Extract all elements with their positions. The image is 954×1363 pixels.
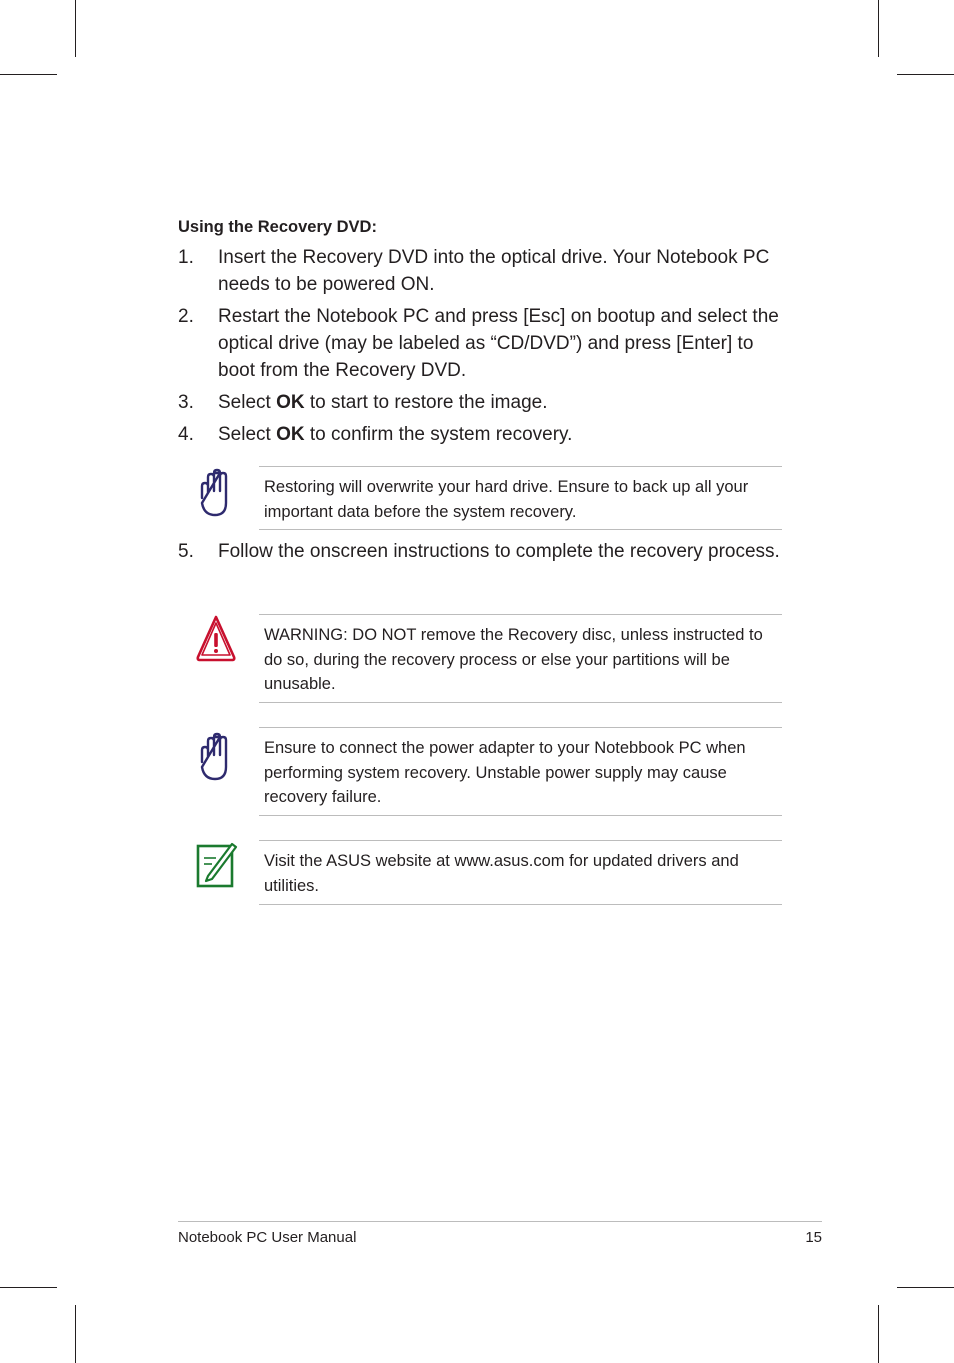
- hand-icon: [194, 729, 238, 781]
- warning-icon: [194, 613, 238, 665]
- list-item: [178, 303, 788, 384]
- list-item: [178, 421, 788, 448]
- crop-mark: [75, 1305, 76, 1363]
- step-text: Insert the Recovery DVD into the optical drive. Your Notebook PC needs to be powered ON.: [218, 247, 770, 295]
- page-number: 15: [805, 1229, 822, 1246]
- step-number: 3.: [178, 392, 194, 413]
- step-text: [218, 389, 788, 416]
- step-text: Restart the Notebook PC and press [Esc] on bootup and select the optical drive (may be labeled as “CD/DVD”) and press [Enter] to boot from the Recovery DVD.: [218, 306, 779, 381]
- warning-box: [259, 614, 782, 703]
- list-item: [178, 538, 788, 565]
- step-number: 2.: [178, 306, 194, 327]
- crop-mark: [0, 1287, 57, 1288]
- note-box: [259, 840, 782, 905]
- note-text: Restoring will overwrite your hard drive. Ensure to back up all your important data before the system recovery.: [264, 478, 749, 521]
- step-number: 1.: [178, 247, 194, 268]
- crop-mark: [75, 0, 76, 57]
- list-item: [178, 389, 788, 416]
- step-text-bold: OK: [276, 424, 305, 445]
- note-box: [259, 727, 782, 816]
- note-pencil-icon: [194, 838, 238, 890]
- list-item: [178, 244, 788, 298]
- crop-mark: [0, 74, 57, 75]
- steps-list: [178, 538, 788, 565]
- step-number: 4.: [178, 424, 194, 445]
- note-box: [259, 466, 782, 530]
- step-text-bold: OK: [276, 392, 305, 413]
- note-text: Visit the ASUS website at www.asus.com for updated drivers and utilities.: [264, 852, 739, 895]
- step-text-post: to confirm the system recovery.: [304, 424, 573, 445]
- section-title: Using the Recovery DVD:: [178, 218, 377, 236]
- footer-title: Notebook PC User Manual: [178, 1229, 357, 1246]
- steps-list: [178, 244, 788, 448]
- footer-rule: [178, 1221, 822, 1222]
- step-text: Follow the onscreen instructions to complete the recovery process.: [218, 541, 780, 562]
- crop-mark: [897, 1287, 954, 1288]
- crop-mark: [897, 74, 954, 75]
- hand-icon: [194, 465, 238, 517]
- crop-mark: [878, 1305, 879, 1363]
- crop-mark: [878, 0, 879, 57]
- step-text-pre: Select: [218, 392, 277, 413]
- note-text: Ensure to connect the power adapter to your Notebbook PC when performing system recovery. Unstable power supply may cause recovery failure.: [264, 739, 746, 806]
- step-text-post: to start to restore the image.: [304, 392, 548, 413]
- step-text: [218, 421, 788, 448]
- step-number: 5.: [178, 541, 194, 562]
- warning-text: WARNING: DO NOT remove the Recovery disc, unless instructed to do so, during the recovery process or else your partitions will be unusable.: [264, 626, 763, 693]
- step-text-pre: Select: [218, 424, 277, 445]
